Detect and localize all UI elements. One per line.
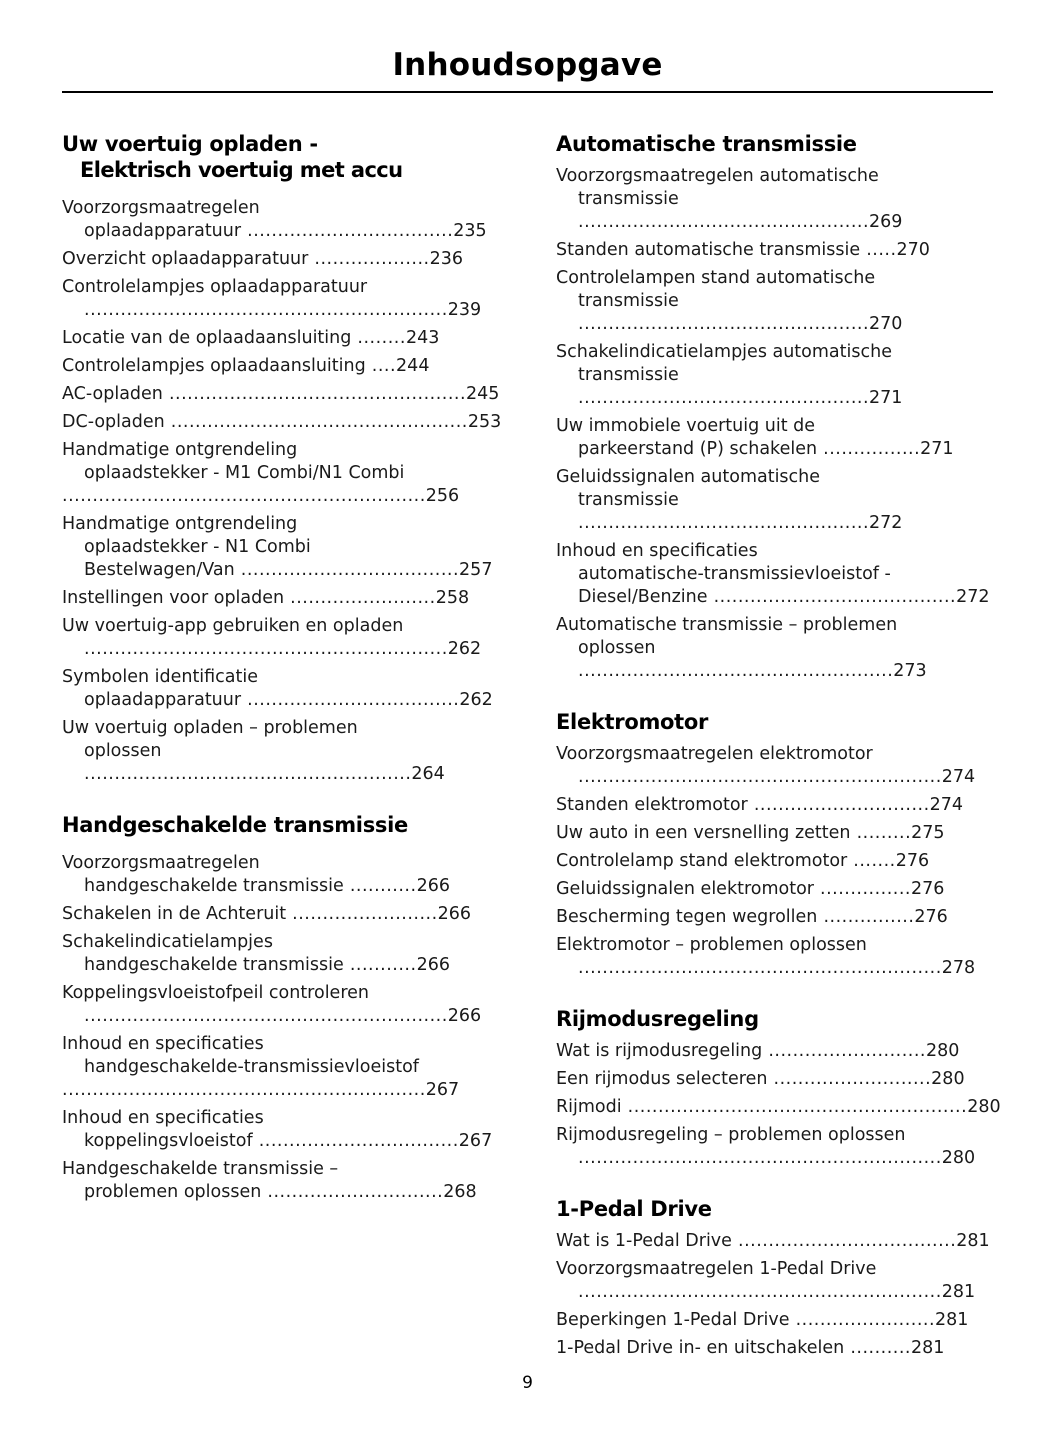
toc-entry[interactable]: [556, 466, 1006, 535]
section-heading: [62, 131, 512, 183]
entry-leader: ......................................................: [84, 764, 412, 784]
entry-text-line2: handgeschakelde transmissie: [84, 876, 344, 896]
entry-text-cont: [556, 1147, 1006, 1170]
entry-text: Voorzorgsmaatregelen automatische: [556, 166, 879, 186]
entry-text-cont: [556, 438, 1006, 461]
entry-text-line2: oplaadstekker - N1 Combi: [84, 537, 311, 557]
entry-text-cont: [556, 188, 1006, 234]
entry-text: [556, 878, 1006, 901]
entry-text: Voorzorgsmaatregelen 1-Pedal Drive: [556, 1259, 877, 1279]
entry-text: [556, 1096, 1006, 1119]
entry-page: 281: [941, 1282, 976, 1302]
toc-entry[interactable]: [62, 355, 512, 378]
entry-text: [556, 794, 1006, 817]
entry-text: Symbolen identificatie: [62, 667, 259, 687]
toc-entry[interactable]: [62, 513, 512, 582]
entry-leader: ..........: [844, 1338, 911, 1358]
entry-text-cont: [556, 290, 1006, 336]
entry-leader: ........: [351, 328, 406, 348]
entry-text-line1: DC-opladen: [62, 412, 165, 432]
entry-leader: .................................................: [164, 412, 468, 432]
entry-text: [556, 239, 1006, 262]
entry-text: Handgeschakelde transmissie –: [62, 1159, 339, 1179]
entry-leader: .................................: [252, 1131, 459, 1151]
entry-text-line2: oplaadapparatuur: [84, 690, 242, 710]
entry-text-line1: AC-opladen: [62, 384, 163, 404]
toc-entry[interactable]: [556, 614, 1006, 683]
entry-text: Koppelingsvloeistofpeil controleren: [62, 983, 369, 1003]
toc-entry[interactable]: [556, 540, 1006, 609]
entry-text-line2: problemen oplossen: [84, 1182, 262, 1202]
entry-leader: ..................................: [241, 221, 454, 241]
entry-text-line1: Standen automatische transmissie: [556, 240, 861, 260]
entry-text-line1: Overzicht oplaadapparatuur: [62, 249, 309, 269]
entry-text: [62, 587, 512, 610]
entry-leader: ................................................: [578, 388, 870, 408]
entry-leader: .........: [850, 823, 912, 843]
entry-text-line1: Instellingen voor opladen: [62, 588, 285, 608]
entry-page: 274: [929, 795, 964, 815]
entry-leader: .............................: [747, 795, 930, 815]
entry-page: 280: [941, 1148, 976, 1168]
entry-leader: ..........................: [762, 1041, 926, 1061]
toc-entry[interactable]: [556, 850, 1006, 873]
entry-leader: ............................................................: [578, 767, 942, 787]
entry-text-line1: 1-Pedal Drive in- en uitschakelen: [556, 1338, 845, 1358]
entry-text: Handmatige ontgrendeling: [62, 514, 298, 534]
toc-entry[interactable]: [556, 415, 1006, 461]
entry-text: Automatische transmissie – problemen: [556, 615, 898, 635]
entry-leader: .....: [860, 240, 897, 260]
entry-page: 274: [941, 767, 976, 787]
toc-entry[interactable]: [62, 248, 512, 271]
entry-text-line2: handgeschakelde-transmissievloeistof: [84, 1057, 419, 1077]
entry-page: 258: [435, 588, 470, 608]
entry-page: 278: [941, 958, 976, 978]
entry-text-cont: [62, 559, 512, 582]
entry-leader: ................: [817, 439, 921, 459]
entry-text-line1: Uw auto in een versnelling zetten: [556, 823, 851, 843]
entry-text: [556, 1309, 1006, 1332]
section-heading: Elektromotor: [556, 710, 709, 734]
entry-text-line2: oplossen: [84, 741, 162, 761]
entry-leader: ........................: [286, 904, 438, 924]
section-heading: 1-Pedal Drive: [556, 1197, 712, 1221]
entry-leader: .................................................: [162, 384, 467, 404]
section-elektromotor: [556, 709, 1006, 980]
entry-leader: ....: [365, 356, 397, 376]
toc-entry[interactable]: [556, 743, 1006, 789]
toc-entry[interactable]: [62, 615, 512, 661]
entry-leader: ............................................................: [62, 1080, 426, 1100]
toc-entry[interactable]: [556, 165, 1006, 234]
entry-page: 276: [895, 851, 930, 871]
entry-list: [556, 743, 1006, 980]
entry-page: 235: [453, 221, 487, 241]
entry-page: 268: [443, 1182, 477, 1202]
entry-text-line2: koppelingsvloeistof: [84, 1131, 253, 1151]
toc-entry[interactable]: [62, 1107, 512, 1153]
entry-page: 264: [411, 764, 445, 784]
entry-text-line1: Controlelamp stand elektromotor: [556, 851, 848, 871]
entry-leader: ..........................: [767, 1069, 932, 1089]
entry-text: Voorzorgsmaatregelen: [62, 853, 260, 873]
entry-text: Schakelindicatielampjes: [62, 932, 273, 952]
toc-entry[interactable]: [556, 341, 1006, 410]
entry-text: [556, 1040, 1006, 1063]
section-heading: Handgeschakelde transmissie: [62, 813, 408, 837]
section-heading: Rijmodusregeling: [556, 1007, 759, 1031]
entry-text-line1: Controlelampjes oplaadaansluiting: [62, 356, 366, 376]
entry-page: 266: [416, 955, 450, 975]
entry-text-cont: [62, 1181, 512, 1204]
entry-page: 272: [956, 587, 990, 607]
page-folio: 9: [522, 1373, 533, 1393]
entry-page: 276: [911, 879, 945, 899]
entry-page: 245: [466, 384, 500, 404]
entry-leader: .......................: [789, 1310, 936, 1330]
left-column: [62, 131, 512, 1365]
toc-entry[interactable]: [556, 822, 1006, 845]
toc-entry[interactable]: [62, 852, 512, 898]
entry-leader: ............................................................: [578, 958, 942, 978]
entry-leader: ................................................: [578, 314, 870, 334]
entry-leader: .......: [847, 851, 896, 871]
toc-entry[interactable]: [556, 934, 1006, 980]
entry-leader: ...................................: [241, 690, 460, 710]
entry-text: [62, 903, 512, 926]
section-uw-voertuig-opladen: [62, 131, 512, 786]
entry-page: 280: [925, 1041, 960, 1061]
entry-leader: ................................................: [578, 212, 870, 232]
entry-page: 280: [931, 1069, 965, 1089]
entry-leader: ....................................: [731, 1231, 957, 1251]
section-heading-line2: Elektrisch voertuig met accu: [80, 158, 403, 182]
entry-text: [62, 383, 512, 406]
entry-text-line2: oplaadstekker - M1 Combi/N1 Combi: [84, 463, 405, 483]
entry-text: [556, 906, 1006, 929]
entry-page: 262: [459, 690, 493, 710]
entry-page: 272: [869, 513, 903, 533]
entry-text-cont: [62, 689, 512, 712]
entry-text-line2: parkeerstand (P) schakelen: [578, 439, 818, 459]
entry-text-cont: [556, 489, 1006, 535]
entry-text-line1: Bescherming tegen wegrollen: [556, 907, 818, 927]
entry-text: [556, 822, 1006, 845]
entry-page: 271: [869, 388, 903, 408]
entry-text-line1: Wat is 1-Pedal Drive: [556, 1231, 732, 1251]
page-title: Inhoudsopgave: [392, 47, 663, 83]
entry-text-line2: transmissie: [578, 291, 679, 311]
entry-text: Elektromotor – problemen oplossen: [556, 935, 867, 955]
entry-leader: ....................................: [234, 560, 460, 580]
section-1-pedal-drive: [556, 1196, 1006, 1360]
entry-text: [556, 1337, 1006, 1360]
entry-leader: ...............: [817, 907, 915, 927]
entry-text: Uw voertuig opladen – problemen: [62, 718, 358, 738]
entry-text: Inhoud en specificaties: [62, 1108, 264, 1128]
entry-leader: ...................: [308, 249, 430, 269]
entry-page: 267: [458, 1131, 493, 1151]
entry-text-line2: oplossen: [578, 638, 656, 658]
entry-leader: .............................: [261, 1182, 444, 1202]
entry-page: 281: [935, 1310, 969, 1330]
entry-text-line2: transmissie: [578, 490, 679, 510]
entry-leader: ................................................: [578, 513, 870, 533]
entry-page: 257: [459, 560, 493, 580]
entry-text-line1: Schakelen in de Achteruit: [62, 904, 287, 924]
entry-text-line2: transmissie: [578, 189, 679, 209]
toc-columns: [0, 93, 1055, 1365]
entry-text: [556, 1068, 1006, 1091]
entry-page: 244: [396, 356, 430, 376]
toc-entry[interactable]: [556, 1124, 1006, 1170]
entry-text-line3: Bestelwagen/Van: [84, 560, 235, 580]
toc-entry[interactable]: [556, 267, 1006, 336]
toc-entry[interactable]: [62, 1033, 512, 1102]
entry-text: Geluidssignalen automatische: [556, 467, 821, 487]
entry-text-cont: [62, 1079, 512, 1102]
entry-text-line3: Diesel/Benzine: [578, 587, 708, 607]
toc-entry[interactable]: [62, 276, 512, 322]
entry-page: 266: [437, 904, 472, 924]
entry-text: [556, 1230, 1006, 1253]
entry-text-line1: Een rijmodus selecteren: [556, 1069, 768, 1089]
entry-text-cont: [556, 766, 1006, 789]
entry-text: Inhoud en specificaties: [556, 541, 758, 561]
toc-entry[interactable]: [62, 931, 512, 977]
entry-page: 262: [447, 639, 482, 659]
entry-leader: ............................................................: [578, 1282, 942, 1302]
entry-leader: ........................................................: [621, 1097, 968, 1117]
entry-leader: ....................................................: [578, 661, 894, 681]
section-rijmodusregeling: [556, 1006, 1006, 1170]
entry-leader: ........................................: [707, 587, 957, 607]
entry-list: [62, 852, 512, 1204]
entry-page: 270: [896, 240, 930, 260]
toc-entry[interactable]: [62, 666, 512, 712]
entry-text-line1: Geluidssignalen elektromotor: [556, 879, 814, 899]
right-column: [556, 131, 1006, 1365]
entry-text-cont: [62, 299, 512, 322]
entry-page: 271: [920, 439, 954, 459]
entry-text-cont: [62, 220, 512, 243]
entry-leader: ...........: [343, 955, 417, 975]
entry-leader: ........................: [284, 588, 436, 608]
entry-text-cont: [62, 1005, 512, 1028]
toc-entry[interactable]: [556, 1258, 1006, 1304]
toc-entry[interactable]: [556, 878, 1006, 901]
entry-leader: ............................................................: [84, 639, 448, 659]
toc-entry[interactable]: [62, 327, 512, 350]
entry-text-line2: oplaadapparatuur: [84, 221, 242, 241]
entry-text-cont: [62, 1130, 512, 1153]
entry-text-cont: [556, 637, 1006, 683]
toc-entry[interactable]: [556, 1337, 1006, 1360]
entry-text: Voorzorgsmaatregelen elektromotor: [556, 744, 873, 764]
entry-page: 276: [914, 907, 948, 927]
entry-list: [556, 165, 1006, 683]
toc-entry[interactable]: [62, 383, 512, 406]
entry-page: 236: [429, 249, 464, 269]
toc-entry[interactable]: [62, 903, 512, 926]
entry-leader: ...............: [813, 879, 911, 899]
entry-leader: ............................................................: [84, 300, 448, 320]
entry-text-line2: transmissie: [578, 365, 679, 385]
toc-entry[interactable]: [62, 411, 512, 434]
entry-text: [556, 850, 1006, 873]
entry-text-line2: automatische-transmissievloeistof -: [578, 564, 891, 584]
entry-text-cont: [62, 740, 512, 786]
entry-leader: ............................................................: [84, 1006, 448, 1026]
entry-text: Inhoud en specificaties: [62, 1034, 264, 1054]
entry-page: 243: [405, 328, 440, 348]
entry-text-cont: [62, 875, 512, 898]
entry-page: 253: [467, 412, 502, 432]
entry-text-cont: [556, 957, 1006, 980]
entry-page: 269: [869, 212, 903, 232]
entry-text: Controlelampen stand automatische: [556, 268, 876, 288]
entry-text: Uw immobiele voertuig uit de: [556, 416, 816, 436]
entry-page: 281: [910, 1338, 945, 1358]
entry-page: 267: [425, 1080, 460, 1100]
entry-text-line1: Locatie van de oplaadaansluiting: [62, 328, 352, 348]
entry-text-line2: handgeschakelde transmissie: [84, 955, 344, 975]
entry-page: 270: [869, 314, 903, 334]
entry-text-cont: [556, 1281, 1006, 1304]
toc-entry[interactable]: [62, 197, 512, 243]
toc-entry[interactable]: [556, 1096, 1006, 1119]
toc-entry[interactable]: [62, 439, 512, 508]
toc-entry[interactable]: [556, 1309, 1006, 1332]
section-automatische-transmissie: [556, 131, 1006, 683]
entry-text: Voorzorgsmaatregelen: [62, 198, 260, 218]
entry-text-cont: [62, 638, 512, 661]
entry-page: 273: [893, 661, 927, 681]
entry-text-cont: [556, 586, 1006, 609]
entry-page: 275: [911, 823, 945, 843]
entry-text: Handmatige ontgrendeling: [62, 440, 298, 460]
entry-leader: ...........: [343, 876, 417, 896]
entry-list: [556, 1230, 1006, 1360]
entry-leader: ............................................................: [62, 486, 426, 506]
entry-text: Schakelindicatielampjes automatische: [556, 342, 892, 362]
toc-entry[interactable]: [556, 794, 1006, 817]
entry-text-line1: Wat is rijmodusregeling: [556, 1041, 763, 1061]
toc-entry[interactable]: [62, 587, 512, 610]
toc-entry[interactable]: [62, 982, 512, 1028]
section-handgeschakelde-transmissie: [62, 812, 512, 1204]
entry-text-cont: [62, 485, 512, 508]
toc-entry[interactable]: [556, 1230, 1006, 1253]
entry-text: Controlelampjes oplaadapparatuur: [62, 277, 368, 297]
toc-entry[interactable]: [556, 1068, 1006, 1091]
entry-text: [62, 355, 512, 378]
entry-page: 266: [447, 1006, 482, 1026]
entry-leader: ............................................................: [578, 1148, 942, 1168]
entry-list: [556, 1040, 1006, 1170]
entry-text-cont: [556, 364, 1006, 410]
entry-list: [62, 197, 512, 786]
entry-text: [62, 411, 512, 434]
section-heading-line1: Uw voertuig opladen -: [62, 132, 318, 156]
entry-text: [62, 327, 512, 350]
entry-text: Rijmodusregeling – problemen oplossen: [556, 1125, 906, 1145]
entry-page: 281: [956, 1231, 990, 1251]
toc-entry[interactable]: [556, 906, 1006, 929]
entry-text-line1: Rijmodi: [556, 1097, 622, 1117]
entry-text: Uw voertuig-app gebruiken en opladen: [62, 616, 404, 636]
entry-page: 266: [416, 876, 450, 896]
entry-page: 239: [447, 300, 482, 320]
toc-entry[interactable]: [556, 1040, 1006, 1063]
entry-text: [62, 248, 512, 271]
section-heading: Automatische transmissie: [556, 132, 857, 156]
entry-text-cont: [62, 954, 512, 977]
entry-page: 256: [425, 486, 460, 506]
toc-entry[interactable]: [62, 717, 512, 786]
entry-text-line1: Standen elektromotor: [556, 795, 748, 815]
toc-entry[interactable]: [556, 239, 1006, 262]
entry-page: 280: [967, 1097, 1001, 1117]
toc-entry[interactable]: [62, 1158, 512, 1204]
entry-text-line1: Beperkingen 1-Pedal Drive: [556, 1310, 790, 1330]
